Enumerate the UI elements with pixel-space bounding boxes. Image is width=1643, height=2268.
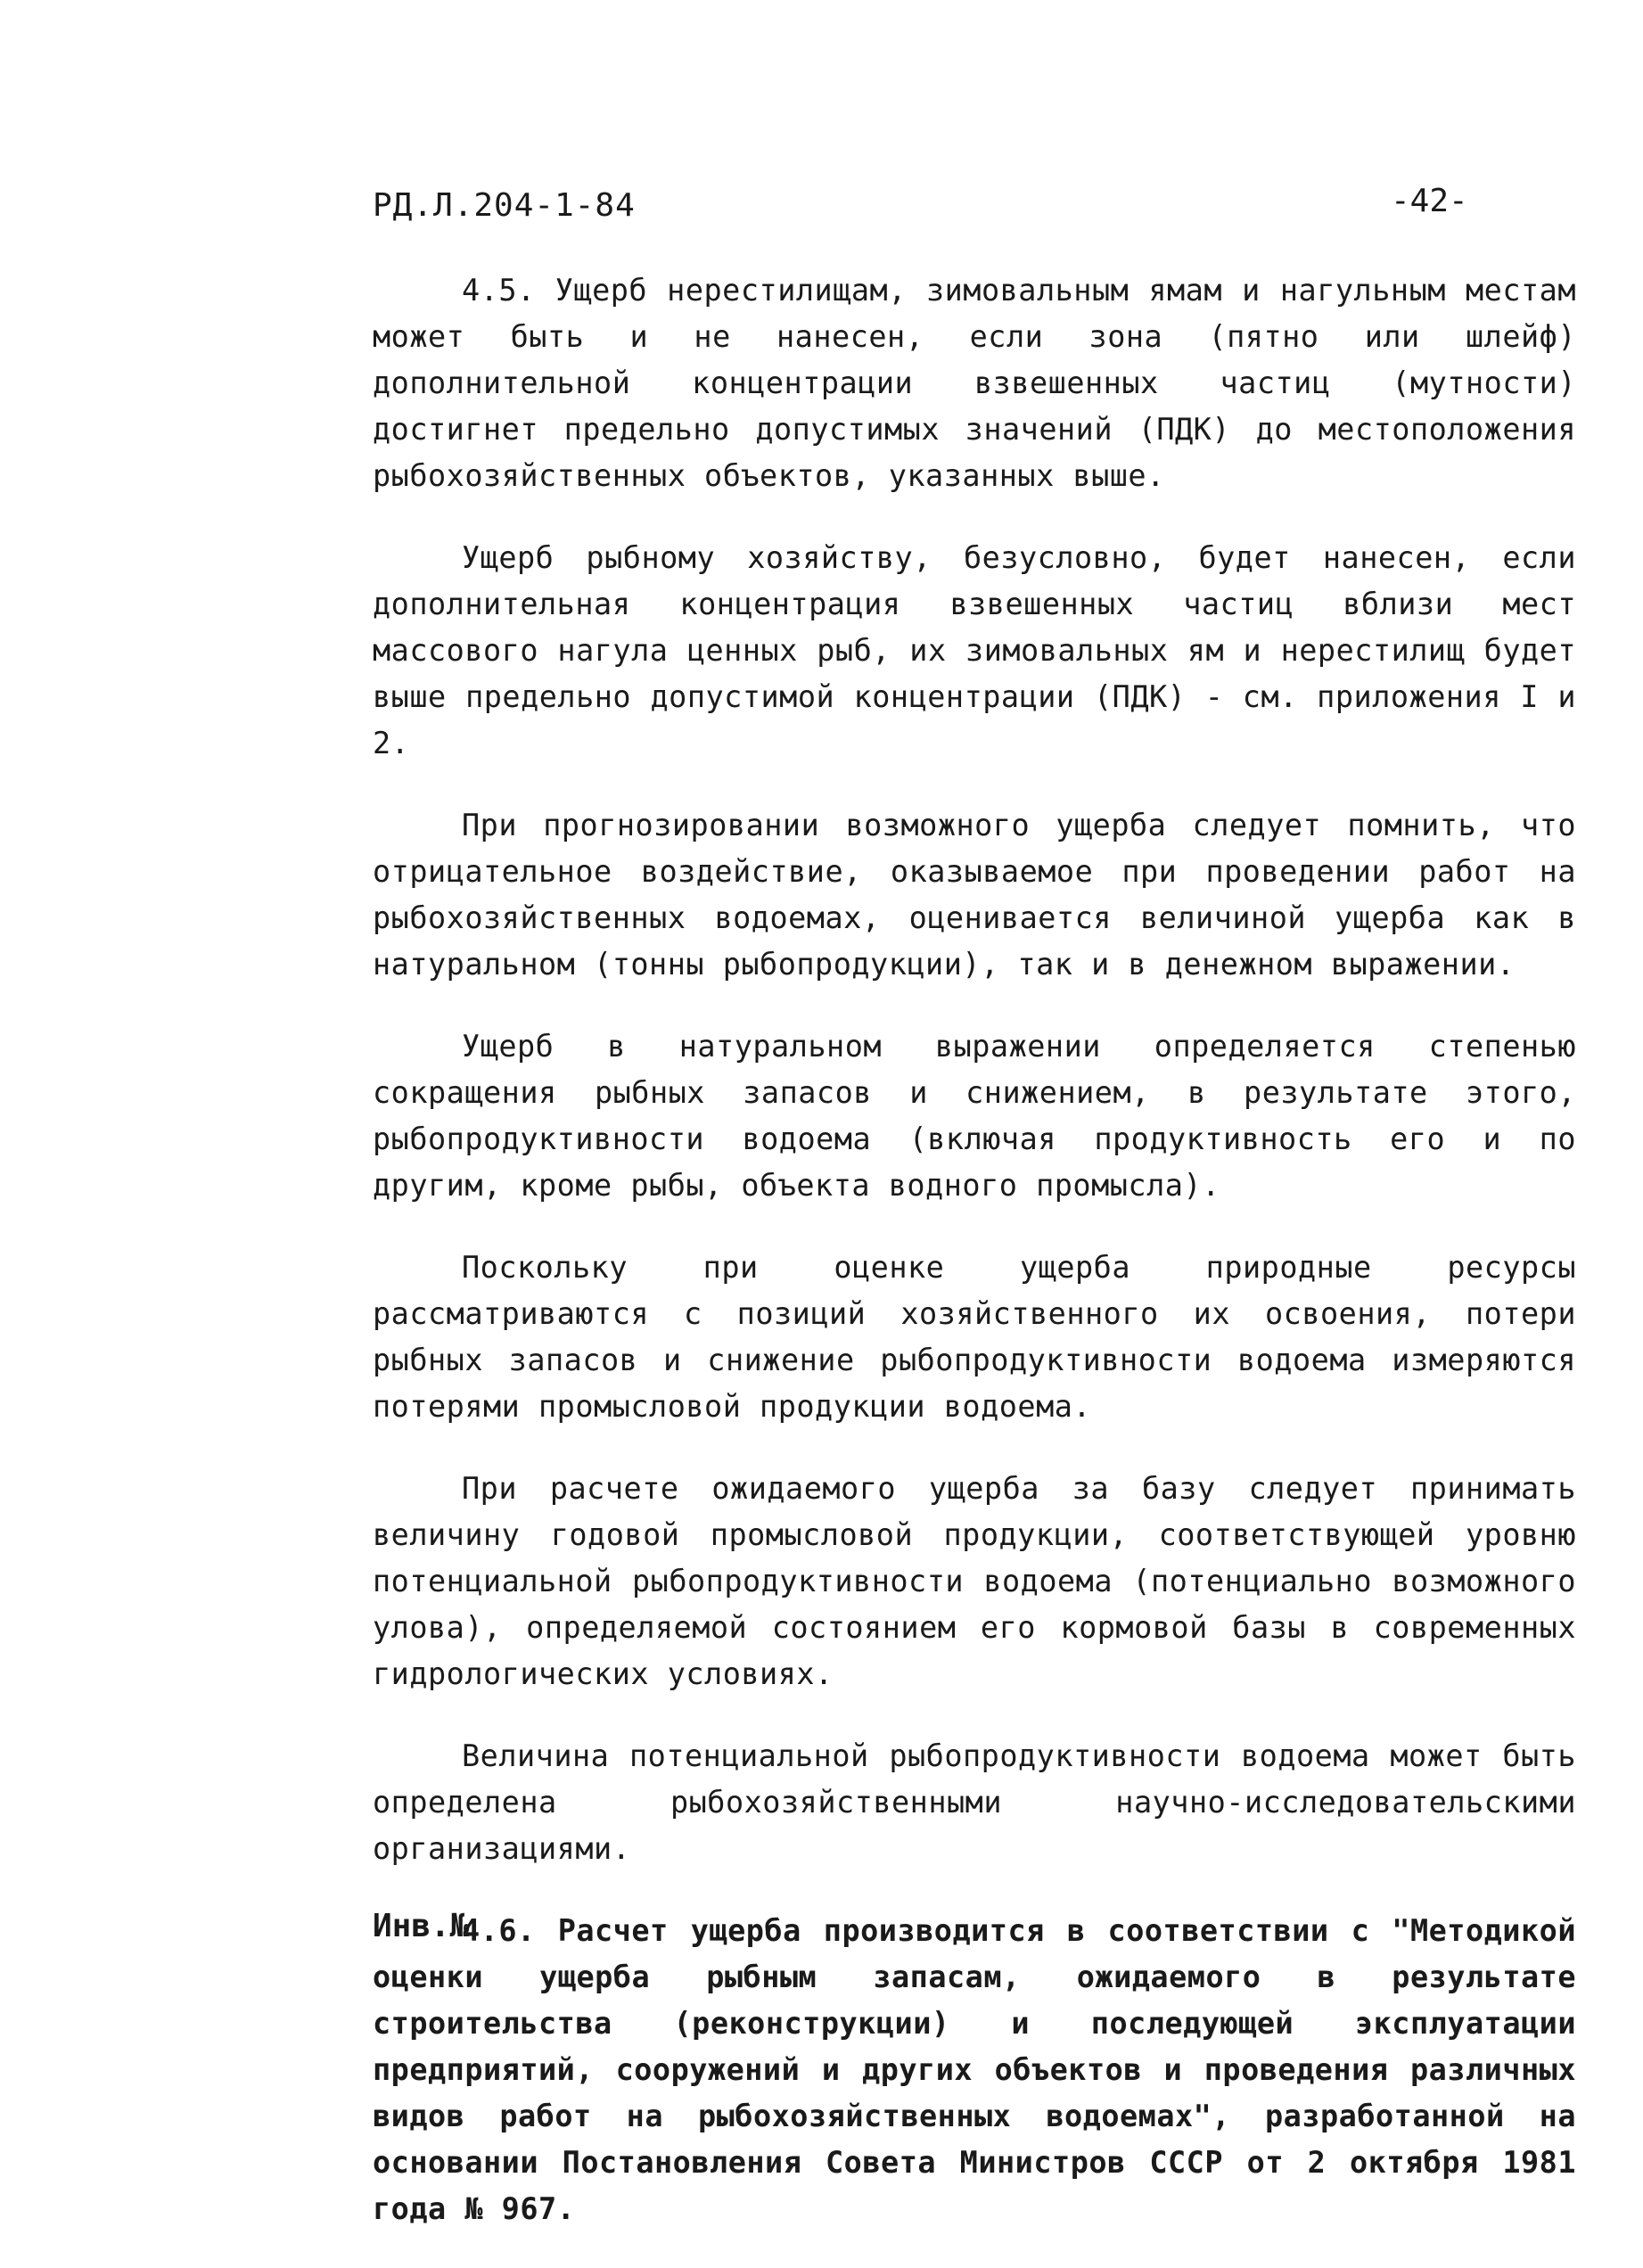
paragraph-natural-damage: Ущерб в натуральном выражении определяется степенью сокращения рыбных запасов и снижением, в результате этого, рыбопродуктивности водоема (включая продуктивность его и по другим, кроме рыбы, объекта водного промысла). xyxy=(373,1029,1576,1203)
paragraph-damage-certain: Ущерб рыбному хозяйству, безусловно, будет нанесен, если дополнительная концентрация взвешенных частиц вблизи мест массового нагула ценных рыб, их зимовальных ям и нерестилищ будет выше предельно допустимой концентрации (ПДК) - см. приложения I и 2. xyxy=(373,540,1576,760)
page-number: -42- xyxy=(1391,183,1468,219)
paragraph-resource-assessment: Поскольку при оценке ущерба природные ресурсы рассматриваются с позиций хозяйственного их освоения, потери рыбных запасов и снижение рыбопродуктивности водоема измеряются потерями промысловой продукции водоема. xyxy=(373,1250,1576,1424)
paragraph-4-5: 4.5. Ущерб нерестилищам, зимовальным ямам и нагульным местам может быть и не нанесен, если зона (пятно или шлейф) дополнительной концентрации взвешенных частиц (мутности) достигнет предельно допустимых значений (ПДК) до местоположения рыбохозяйственных объектов, указанных выше. xyxy=(373,273,1576,493)
paragraph-4-6: 4.6. Расчет ущерба производится в соответствии с "Методикой оценки ущерба рыбным запасам, ожидаемого в результате строительства (реконструкции) и последующей эксплуатации предприятий, сооружений и других объектов и проведения различных видов работ на рыбохозяйственных водоемах", разработанной на основании Постановления Совета Министров СССР от 2 октября 1981 года № 967. xyxy=(373,1913,1576,2226)
paragraph-forecasting: При прогнозировании возможного ущерба следует помнить, что отрицательное воздействие, оказываемое при проведении работ на рыбохозяйственных водоемах, оценивается величиной ущерба как в натуральном (тонны рыбопродукции), так и в денежном выражении. xyxy=(373,808,1576,982)
document-code: РД.Л.204-1-84 xyxy=(373,187,636,224)
paragraph-potential-productivity: Величина потенциальной рыбопродуктивности водоема может быть определена рыбохозяйственными научно-исследовательскими организациями. xyxy=(373,1738,1576,1866)
body-text xyxy=(373,267,1576,2268)
inventory-number-label: Инв.№ xyxy=(373,1908,470,1944)
paragraph-calculation-base: При расчете ожидаемого ущерба за базу следует принимать величину годовой промысловой продукции, соответствующей уровню потенциальной рыбопродуктивности водоема (потенциально возможного улова), определяемой состоянием его кормовой базы в современных гидрологических условиях. xyxy=(373,1471,1576,1691)
